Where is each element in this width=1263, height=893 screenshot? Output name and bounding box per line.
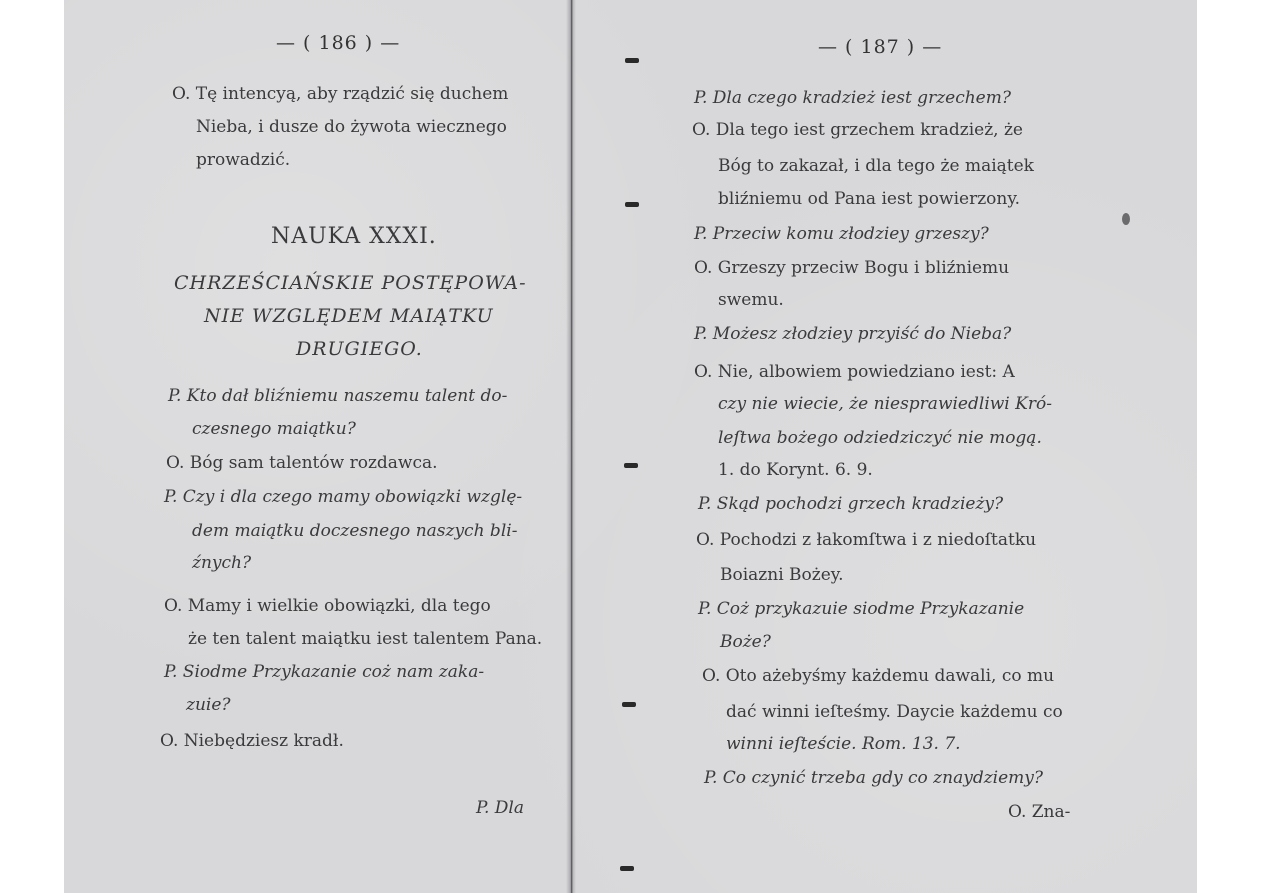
- page-number: — ( 186 ) —: [276, 32, 401, 54]
- answer-line: Bóg to zakazał, i dla tego że maiątek: [718, 156, 1034, 176]
- question-line: P. Możesz złodziey przyiść do Nieba?: [694, 324, 1012, 344]
- answer-line: O. Niebędziesz kradł.: [160, 731, 344, 751]
- chapter-subheading: DRUGIEGO.: [296, 338, 423, 360]
- catchword: O. Zna-: [1008, 802, 1071, 822]
- question-line: Boże?: [720, 632, 771, 652]
- chapter-subheading: NIE WZGLĘDEM MAIĄTKU: [204, 305, 494, 327]
- answer-line: bliźniemu od Pana iest powierzony.: [718, 189, 1021, 209]
- question-line: P. Dla czego kradzież iest grzechem?: [694, 88, 1011, 108]
- right-page: [628, 0, 1108, 893]
- question-line: P. Siodme Przykazanie coż nam zaka-: [164, 662, 485, 682]
- question-line: P. Co czynić trzeba gdy co znaydziemy?: [704, 768, 1043, 788]
- quote-line: czy nie wiecie, że niesprawiedliwi Kró-: [718, 394, 1052, 414]
- answer-line: dać winni ieſteśmy. Daycie każdemu co: [726, 702, 1063, 722]
- chapter-subheading: CHRZEŚCIAŃSKIE POSTĘPOWA-: [174, 272, 527, 294]
- question-line: zuie?: [186, 695, 231, 715]
- chapter-heading: NAUKA XXXI.: [271, 224, 437, 249]
- text-line: prowadzić.: [196, 150, 291, 170]
- answer-line: O. Bóg sam talentów rozdawca.: [166, 453, 438, 473]
- question-line: P. Kto dał bliźniemu naszemu talent do-: [168, 386, 508, 406]
- citation-line: 1. do Korynt. 6. 9.: [718, 460, 873, 480]
- quote-line: winni ieſteście. Rom. 13. 7.: [726, 734, 961, 754]
- answer-line: O. Dla tego iest grzechem kradzież, że: [692, 120, 1023, 140]
- answer-line: O. Nie, albowiem powiedziano iest: A: [694, 362, 1015, 382]
- ink-blotch: [1122, 213, 1130, 225]
- answer-line: O. Grzeszy przeciw Bogu i bliźniemu: [694, 258, 1010, 278]
- answer-line: Boiazni Bożey.: [720, 565, 844, 585]
- answer-line: O. Mamy i wielkie obowiązki, dla tego: [164, 596, 491, 616]
- quote-line: leſtwa bożego odziedziczyć nie mogą.: [718, 428, 1042, 448]
- text-line: O. Tę intencyą, aby rządzić się duchem: [172, 84, 509, 104]
- question-line: dem maiątku doczesnego naszych bli-: [192, 521, 518, 541]
- answer-line: O. Oto ażebyśmy każdemu dawali, co mu: [702, 666, 1055, 686]
- question-line: czesnego maiątku?: [192, 419, 356, 439]
- catchword: P. Dla: [476, 798, 525, 818]
- page-number: — ( 187 ) —: [818, 36, 943, 58]
- left-page: [96, 0, 556, 893]
- question-line: P. Przeciw komu złodziey grzeszy?: [694, 224, 989, 244]
- answer-line: O. Pochodzi z łakomſtwa i z niedoſtatku: [696, 530, 1037, 550]
- answer-line: że ten talent maiątku iest talentem Pana.: [188, 629, 543, 649]
- book-gutter: [566, 0, 576, 893]
- answer-line: swemu.: [718, 290, 784, 310]
- question-line: P. Skąd pochodzi grzech kradzieży?: [698, 494, 1004, 514]
- text-line: Nieba, i dusze do żywota wiecznego: [196, 117, 507, 137]
- question-line: P. Coż przykazuie siodme Przykazanie: [698, 599, 1025, 619]
- question-line: źnych?: [192, 553, 252, 573]
- question-line: P. Czy i dla czego mamy obowiązki wzglę-: [164, 487, 523, 507]
